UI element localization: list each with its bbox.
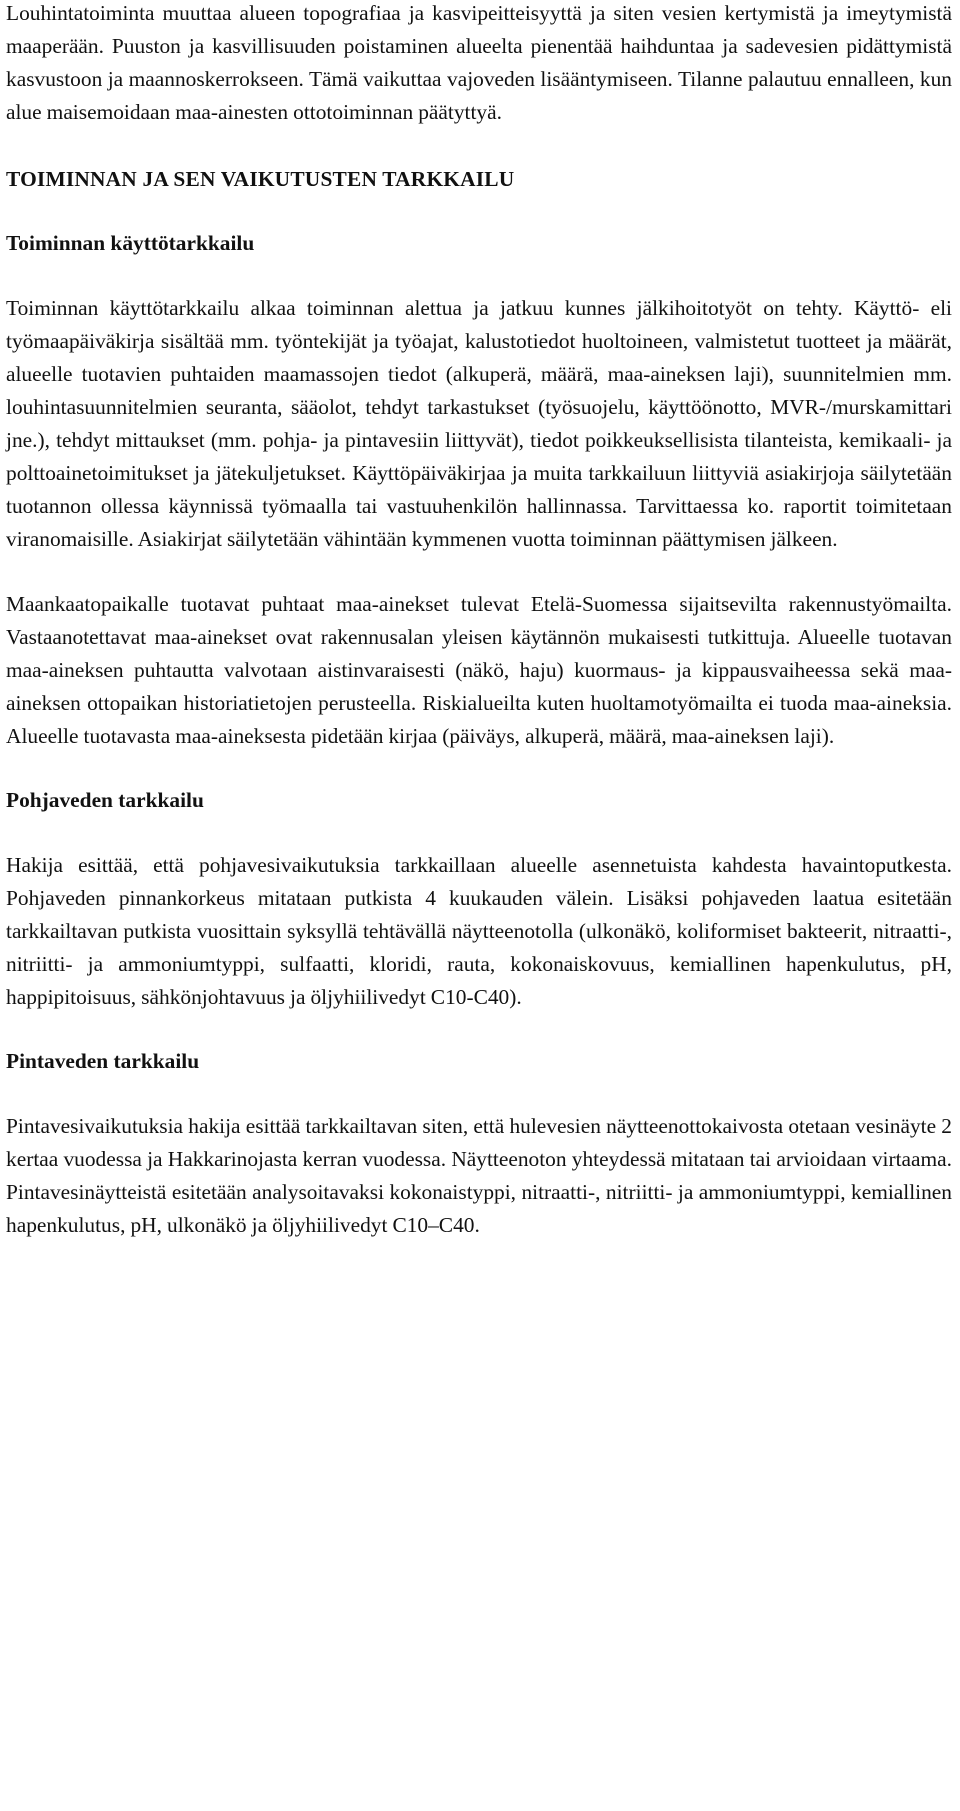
main-heading: TOIMINNAN JA SEN VAIKUTUSTEN TARKKAILU	[6, 167, 515, 191]
paragraph: Hakija esittää, että pohjavesivaikutuksia tarkkaillaan alueelle asennetuista kahdesta havaintoputkesta. Pohjaveden pinnankorkeus mitataan putkista 4 kuukauden välein. Lisäksi pohjaveden laatua esitetään tarkkailtavan putkista vuosittain syksyllä tehtävällä näytteenotolla (ulkonäkö, koliformiset bakteerit, nitraatti-, nitriitti- ja ammoniumtyppi, sulfaatti, kloridi, rauta, kokonaiskovuus, kemiallinen hapenkulutus, pH, happipitoisuus, sähkönjohtavuus ja öljyhiilivedyt C10-C40).	[6, 853, 952, 1009]
section-kayttotarkkailu	[6, 227, 952, 753]
section-heading: Pohjaveden tarkkailu	[6, 788, 204, 812]
paragraph: Pintavesivaikutuksia hakija esittää tarkkailtavan siten, että hulevesien näytteenottokaivosta otetaan vesinäyte 2 kertaa vuodessa ja Hakkarinojasta kerran vuodessa. Näytteenoton yhteydessä mitataan tai arvioidaan virtaama. Pintavesinäytteistä esitetään analysoitavaksi kokonaistyppi, nitraatti-, nitriitti- ja ammoniumtyppi, kemiallinen hapenkulutus, pH, ulkonäkö ja öljyhiilivedyt C10–C40.	[6, 1114, 952, 1237]
section-heading: Pintaveden tarkkailu	[6, 1049, 200, 1073]
section-pohjaveden-tarkkailu	[6, 784, 952, 1014]
paragraph: Toiminnan käyttötarkkailu alkaa toiminnan alettua ja jatkuu kunnes jälkihoitotyöt on tehty. Käyttö- eli työmaapäiväkirja sisältää mm. työntekijät ja työajat, kalustotiedot huoltoineen, valmistetut tuotteet ja määrät, alueelle tuotavien puhtaiden maamassojen tiedot (alkuperä, määrä, maa-aineksen laji), suunnitelmien mm. louhintasuunnitelmien seuranta, sääolot, tehdyt tarkastukset (työsuojelu, käyttöönotto, MVR-/murskamittari jne.), tehdyt mittaukset (mm. pohja- ja pintavesiin liittyvät), tiedot poikkeuksellisista tilanteista, kemikaali- ja polttoainetoimitukset ja jätekuljetukset. Käyttöpäiväkirjaa ja muita tarkkailuun liittyviä asiakirjoja säilytetään tuotannon ollessa käynnissä työmaalla tai vastuuhenkilön hallinnassa. Tarvittaessa ko. raportit toimitetaan viranomaisille. Asiakirjat säilytetään vähintään kymmenen vuotta toiminnan päättymisen jälkeen.	[6, 296, 952, 551]
section-pintaveden-tarkkailu	[6, 1045, 952, 1242]
section-heading: Toiminnan käyttötarkkailu	[6, 231, 255, 255]
paragraph: Maankaatopaikalle tuotavat puhtaat maa-ainekset tulevat Etelä-Suomessa sijaitsevilta rakennustyömailta. Vastaanotettavat maa-ainekset ovat rakennusalan yleisen käytännön mukaisesti tutkittuja. Alueelle tuotavan maa-aineksen puhtautta valvotaan aistinvaraisesti (näkö, haju) kuormaus- ja kippausvaiheessa sekä maa-aineksen ottopaikan historiatietojen perusteella. Riskialueilta kuten huoltamotyömailta ei tuoda maa-aineksia. Alueelle tuotavasta maa-aineksesta pidetään kirjaa (päiväys, alkuperä, määrä, maa-aineksen laji).	[6, 592, 952, 748]
intro-paragraph: Louhintatoiminta muuttaa alueen topografiaa ja kasvipeitteisyyttä ja siten vesien kertymistä ja imeytymistä maaperään. Puuston ja kasvillisuuden poistaminen alueelta pienentää haihduntaa ja sadevesien pidättymistä kasvustoon ja maannoskerrokseen. Tämä vaikuttaa vajoveden lisääntymiseen. Tilanne palautuu ennalleen, kun alue maisemoidaan maa-ainesten ottotoiminnan päätyttyä.	[6, 1, 952, 124]
